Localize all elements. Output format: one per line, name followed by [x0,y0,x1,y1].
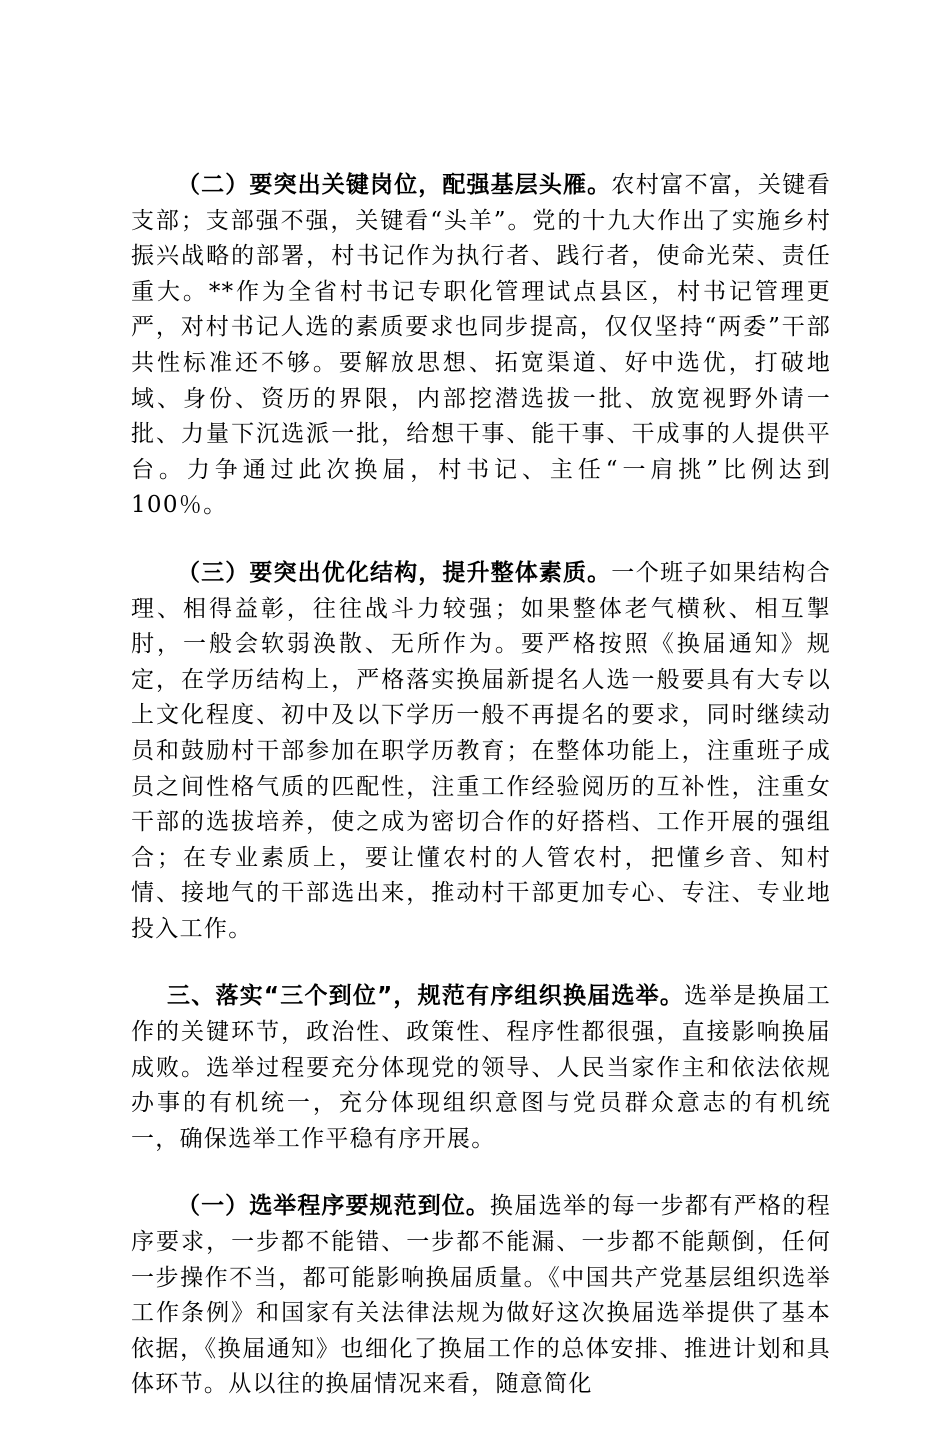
section-heading: 三、落实“三个到位”，规范有序组织换届选举。 [167,983,685,1010]
paragraph-heading: （三）要突出优化结构，提升整体素质。 [177,559,612,586]
paragraph-text: 选举是换届工作的关键环节，政治性、政策性、程序性都很强，直接影响换届成败。选举过程要充分体现党的领导、人民当家作主和依法依规办事的有机统一，充分体现组织意图与党员群众意志的有机统一，确保选举工作平稳有序开展。 [131,983,831,1152]
paragraph-optimize-structure [131,556,831,948]
paragraph-heading: （一）选举程序要规范到位。 [177,1193,490,1220]
document-body [131,168,831,1435]
paragraph-text: 换届选举的每一步都有严格的程序要求，一步都不能错、一步都不能漏、一步都不能颠倒，任何一步操作不当，都可能影响换届质量。《中国共产党基层组织选举工作条例》和国家有关法律法规为做好这次换届选举提供了基本依据，《换届通知》也细化了换届工作的总体安排、推进计划和具体环节。从以往的换届情况来看，随意简化 [131,1193,832,1398]
section-three-election [131,979,831,1157]
paragraph-text: 一个班子如果结构合理、相得益彰，往往战斗力较强；如果整体老气横秋、相互掣肘，一般会软弱涣散、无所作为。要严格按照《换届通知》规定，在学历结构上，严格落实换届新提名人选一般要具有大专以上文化程度、初中及以下学历一般不再提名的要求，同时继续动员和鼓励村干部参加在职学历教育；在整体功能上，注重班子成员之间性格气质的匹配性，注重工作经验阅历的互补性，注重女干部的选拔培养，使之成为密切合作的好搭档、工作开展的强组合；在专业素质上，要让懂农村的人管农村，把懂乡音、知村情、接地气的干部选出来，推动村干部更加专心、专注、专业地投入工作。 [131,559,832,942]
paragraph-text: 农村富不富，关键看支部；支部强不强，关键看“头羊”。党的十九大作出了实施乡村振兴战略的部署，村书记作为执行者、践行者，使命光荣、责任重大。**作为全省村书记专职化管理试点县区，村书记管理更严，对村书记人选的素质要求也同步提高，仅仅坚持“两委”干部共性标准还不够。要解放思想、拓宽渠道、好中选优，打破地域、身份、资历的界限，内部挖潜选拔一批、放宽视野外请一批、力量下沉选派一批，给想干事、能干事、干成事的人提供平台。力争通过此次换届，村书记、主任“一肩挑”比例达到100％。 [131,172,832,519]
paragraph-key-positions [131,168,831,524]
paragraph-election-procedure [131,1189,831,1403]
paragraph-heading: （二）要突出关键岗位，配强基层头雁。 [177,172,612,198]
